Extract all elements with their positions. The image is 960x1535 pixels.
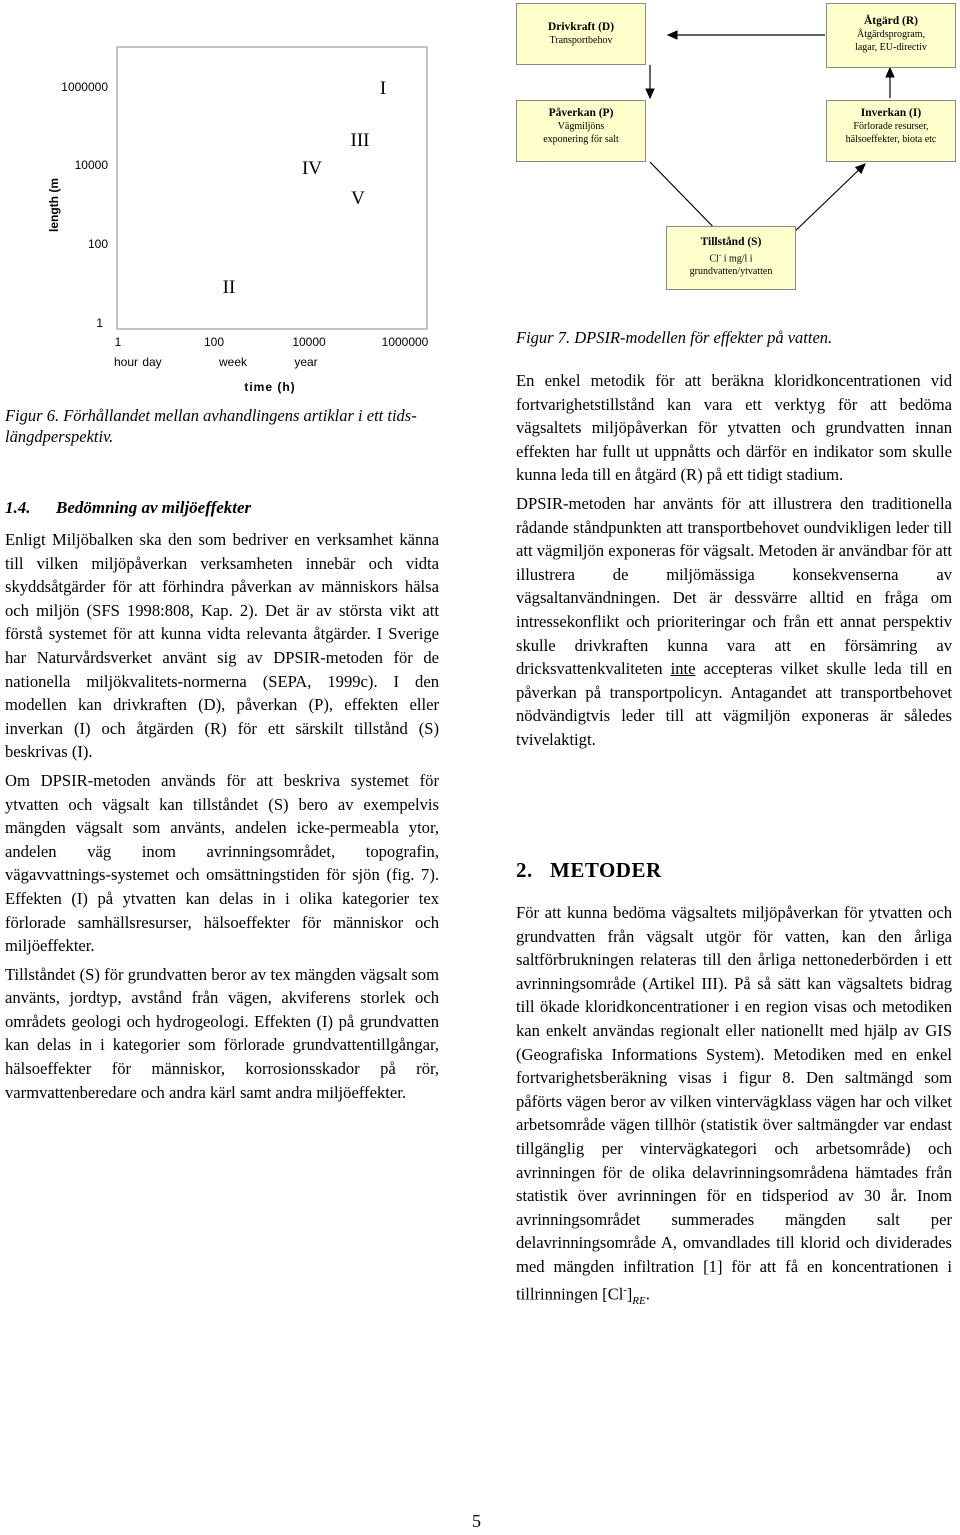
paverkan-box bbox=[516, 100, 646, 162]
x-tick: 10000 bbox=[292, 335, 326, 349]
x-tick: 100 bbox=[203, 335, 225, 349]
figure-6-caption: Figur 6. Förhållandet mellan avhandlingens artiklar i ett tids-längdperspektiv. bbox=[5, 406, 417, 446]
atgard-title: Åtgärd (R) bbox=[864, 15, 918, 27]
atgard-text: Åtgärdsprogram, bbox=[856, 29, 926, 40]
region-label: IV bbox=[301, 158, 323, 179]
x-tick: 1 bbox=[114, 335, 122, 349]
section-2-title: METODER bbox=[550, 858, 662, 882]
x-tick: 1000000 bbox=[381, 335, 429, 349]
y-tick: 100 bbox=[87, 237, 108, 251]
region-label: II bbox=[222, 277, 236, 298]
x-unit: year bbox=[294, 355, 318, 369]
section-2-number: 2. bbox=[516, 858, 533, 882]
figure-7-caption: Figur 7. DPSIR-modellen för effekter på vatten. bbox=[516, 328, 833, 347]
tillstand-line1: Cl- i mg/l i bbox=[709, 251, 753, 265]
y-axis-label: length (m bbox=[47, 178, 61, 232]
section-number: 1.4. bbox=[5, 498, 31, 517]
x-axis-label: time (h) bbox=[244, 380, 296, 394]
region-label: III bbox=[350, 130, 370, 151]
paverkan-title: Påverkan (P) bbox=[548, 107, 614, 119]
atgard-text: lagar, EU-directiv bbox=[855, 42, 927, 53]
right-paragraph: DPSIR-metoden har använts för att illustrera den traditionella rådande ståndpunkten att transportbehovet oundvikligen leder till att vägmiljön exponeras för vägsalt. Metoden är användbar för att illustrera de miljömässiga konsekvenserna av vägsaltanvändningen. Det är dessvärre alltid en fråga om intressekonflikt och prioriteringar och från ett annat perspektiv skulle drivkraften kunna vara att en försämring av dricksvattenkvaliteten inte accepteras vilket skulle leda till en påverkan på transportpolicyn. Antagandet att transportbehovet nödvändigtvis leder till att vägmiljön exponeras är således tvivelaktigt. bbox=[516, 493, 952, 749]
atgard-box bbox=[826, 3, 956, 68]
y-tick: 10000 bbox=[74, 158, 108, 172]
x-unit: day bbox=[142, 355, 162, 369]
metoder-paragraph: För att kunna bedöma vägsaltets miljöpåverkan för ytvatten och grundvatten från vägsalt utgör för vatten, kan den årliga saltförbrukningen relateras till den årliga nettonederbörden i ett avrinningsområde (Artikel III). På så sätt kan vägsaltets bidrag till ökade kloridkoncentrationer i en region visas och metodiken kan enkelt användas regionalt eller nationellt med hjälp av GIS (Geografiska Informations System). Metodiken med en enkel fortvarighetsberäkning visas i figur 8. Den saltmängd som påförts vägen beror av vilken vintervägklass vägen har och vilket arbetsområde vägen tillhör (statistik över saltmängder var endast tillgänglig per vintervägkategori och arbetsområde) och avrinningen för de olika delavrinningsområdena hämtades från statistik över avrinningen för en tidsperiod av 30 år. Inom avrinningsområdet summerades mängden salt per delavrinningsområde A, omvandlades till klorid och dividerades med mängden infiltration [1] för att få en koncentrationen i tillrinningen $[Cl^-]_{RE}$. bbox=[516, 903, 952, 1307]
figure-6-chart bbox=[0, 0, 460, 400]
region-label: I bbox=[379, 78, 387, 99]
y-tick: 1000000 bbox=[61, 80, 108, 94]
tillstand-line2: grundvatten/ytvatten bbox=[689, 266, 773, 278]
drivkraft-box bbox=[516, 3, 646, 65]
region-label: V bbox=[351, 188, 365, 209]
x-unit: hour bbox=[113, 355, 139, 369]
section-heading bbox=[5, 498, 445, 518]
paverkan-text: Vägmiljöns bbox=[557, 121, 605, 132]
inverkan-text: Förlorade resurser, bbox=[853, 121, 929, 132]
section-2-heading bbox=[516, 858, 956, 883]
x-unit: week bbox=[218, 355, 248, 369]
drivkraft-title: Drivkraft (D) bbox=[547, 21, 615, 33]
inverkan-title: Inverkan (I) bbox=[860, 107, 922, 119]
section-title: Bedömning av miljöeffekter bbox=[56, 498, 252, 517]
left-paragraph: Tillståndet (S) för grundvatten beror av tex mängden vägsalt som använts, jordtyp, avstånd från vägen, akviferens storlek och områdets geologi och hydrogeologi. Effekten (I) på grundvatten kan delas in i kategorier som förlorade grundvattentillgångar, hälsoeffekter för människor, korrosionsskador på rör, varmvattenberedare och andra kärl samt andra miljöeffekter. bbox=[5, 964, 439, 1102]
left-paragraph: Enligt Miljöbalken ska den som bedriver en verksamhet känna till vilken miljöpåverkan verksamheten innebär och vidta skyddsåtgärder för att förhindra påverkan av människors hälsa och miljön (SFS 1998:808, Kap. 2). Det är av största vikt att förstå systemet för att kunna vidta relevanta åtgärder. I Sverige har Naturvårdsverket använt sig av DPSIR-metoden för de nationella miljökvalitets-normerna (SEPA, 1999c). I den modellen kan drivkraften (D), påverkan (P), effekten eller inverkan (I) och åtgärden (R) för ett särskilt tillstånd (S) beskrivas (I). bbox=[5, 530, 439, 762]
paverkan-text: exponering för salt bbox=[543, 134, 619, 145]
left-paragraph: Om DPSIR-metoden används för att beskriva systemet för ytvatten och vägsalt kan tillståndet (S) bero av exempelvis mängden vägsalt som använts, andelen icke-permeabla ytor, andelen väg inom avrinningsområdet, topografin, vägavvattnings-systemet och omsättningstiden för sjön (fig. 7). Effekten (I) på ytvatten kan delas in i olika kategorier tex förlorade samhällsresurser, hälsoeffekter för människor och miljöeffekter. bbox=[5, 770, 439, 956]
right-paragraph: En enkel metodik för att beräkna kloridkoncentrationen vid fortvarighetstillstånd kan vara ett verktyg för att bedöma vägsaltets miljöpåverkan för ytvatten och grundvatten innan effekten har fullt ut uppnåtts och därför en indikator som skulle kunna leda till en åtgärd (R) på ett tidigt stadium. bbox=[516, 371, 952, 485]
page-number: 5 bbox=[472, 1511, 481, 1531]
tillstand-title: Tillstånd (S) bbox=[700, 236, 762, 248]
tillstand-box bbox=[666, 226, 796, 290]
inverkan-text: hälsoeffekter, biota etc bbox=[845, 134, 937, 145]
inverkan-box bbox=[826, 100, 956, 162]
y-tick: 1 bbox=[96, 316, 103, 330]
drivkraft-text: Transportbehov bbox=[549, 35, 613, 46]
